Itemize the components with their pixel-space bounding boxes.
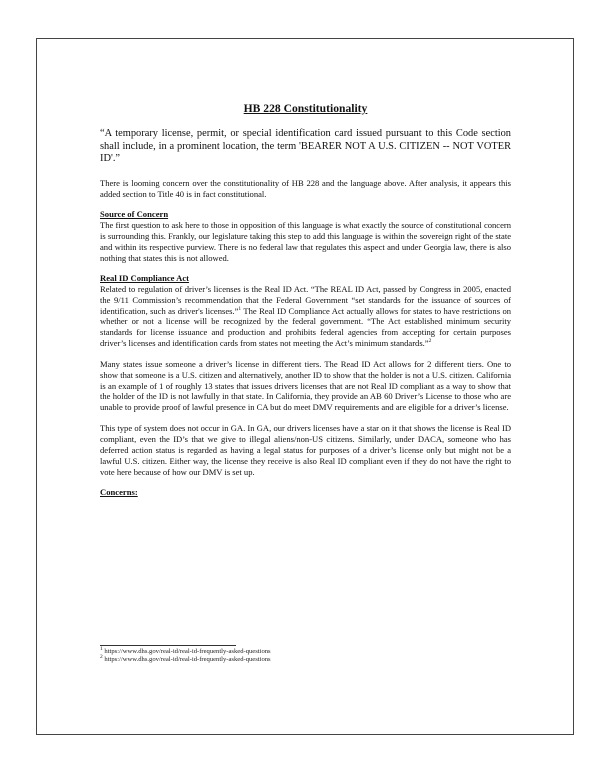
section-paragraph [100, 284, 511, 349]
paragraph-text: Related to regulation of driver’s licenses is the Real ID Act. “The REAL ID Act, passed by Congress in 2005, enacted the 9/11 Commission’s recommendation that the Federal Government “set standards for the issuance of sources of identification, such as driver's licenses.” [100, 283, 511, 316]
section-source-of-concern [100, 209, 511, 263]
footnote-link[interactable]: https://www.dhs.gov/real-id/real-id-frequently-asked-questions [102, 656, 271, 664]
quoted-code-text: “A temporary license, permit, or special identification card issued pursuant to this Code section shall include, in a prominent location, the term 'BEARER NOT A U.S. CITIZEN -- NOT VOTER ID'.” [100, 128, 511, 165]
page-title: HB 228 Constitutionality [243, 102, 368, 115]
document-page [36, 38, 574, 735]
intro-paragraph: There is looming concern over the constitutionality of HB 228 and the language above. After analysis, it appears this added section to Title 40 is in fact constitutional. [100, 177, 511, 199]
section-heading: Real ID Compliance Act [100, 273, 190, 284]
concerns-heading: Concerns: [100, 487, 138, 498]
footnote-reference[interactable]: 2 [428, 338, 432, 345]
page-content [100, 102, 511, 498]
section-real-id-compliance-act [100, 273, 511, 349]
footnote [100, 656, 511, 664]
section-heading: Source of Concern [100, 209, 169, 220]
georgia-paragraph: This type of system does not occur in GA. In GA, our drivers licenses have a star on it that shows the license is Real ID compliant, even the ID’s that we give to illegal aliens/non-US citizens. Similarly, under DACA, someone who has deferred action status is regarded as having a legal status for purposes of a driver’s license only but might not be a lawful U.S. citizen. Either way, the license they receive is also Real ID compliant even if they do not have the right to vote here because of how our DMV is set up. [100, 423, 511, 477]
footnote-number: 2 [100, 654, 103, 661]
paragraph-text: The Real ID Compliance Act actually allows for states to have restrictions on whether or not a license will be recognized by the federal government. “The Act established minimum security standards for license issuance and production and prohibits federal agencies from accepting for certain purposes driver’s licenses and identification cards from states not meeting the Act’s minimum standards.” [100, 305, 511, 349]
footnote-divider [100, 645, 236, 646]
footnote-link[interactable]: https://www.dhs.gov/real-id/real-id-frequently-asked-questions [102, 648, 271, 655]
footnote-number: 1 [100, 645, 103, 652]
section-paragraph: The first question to ask here to those in opposition of this language is what exactly the source of constitutional concern is surrounding this. Frankly, our legislature taking this step to add this language is within the sovereign right of the state and within its respective purview. There is no federal law that regulates this aspect and under Georgia law, there is also nothing that states this is not allowed. [100, 219, 511, 263]
footnote-reference[interactable]: 1 [238, 305, 242, 312]
footnotes [100, 645, 511, 665]
tiers-paragraph: Many states issue someone a driver’s license in different tiers. The Read ID Act allows for 2 different tiers. One to show that someone is a U.S. citizen and alternatively, another ID to show that the holder is not a U.S. citizen. California is an example of 1 of roughly 13 states that issues drivers licenses that are not Real ID compliant as a way to show that the holder of the ID is not lawfully in that state. In California, they provide an AB 60 Driver’s License to those who are unable to provide proof of lawful presence in CA but do meet DMV requirements and are eligible for a driver’s license. [100, 358, 511, 413]
